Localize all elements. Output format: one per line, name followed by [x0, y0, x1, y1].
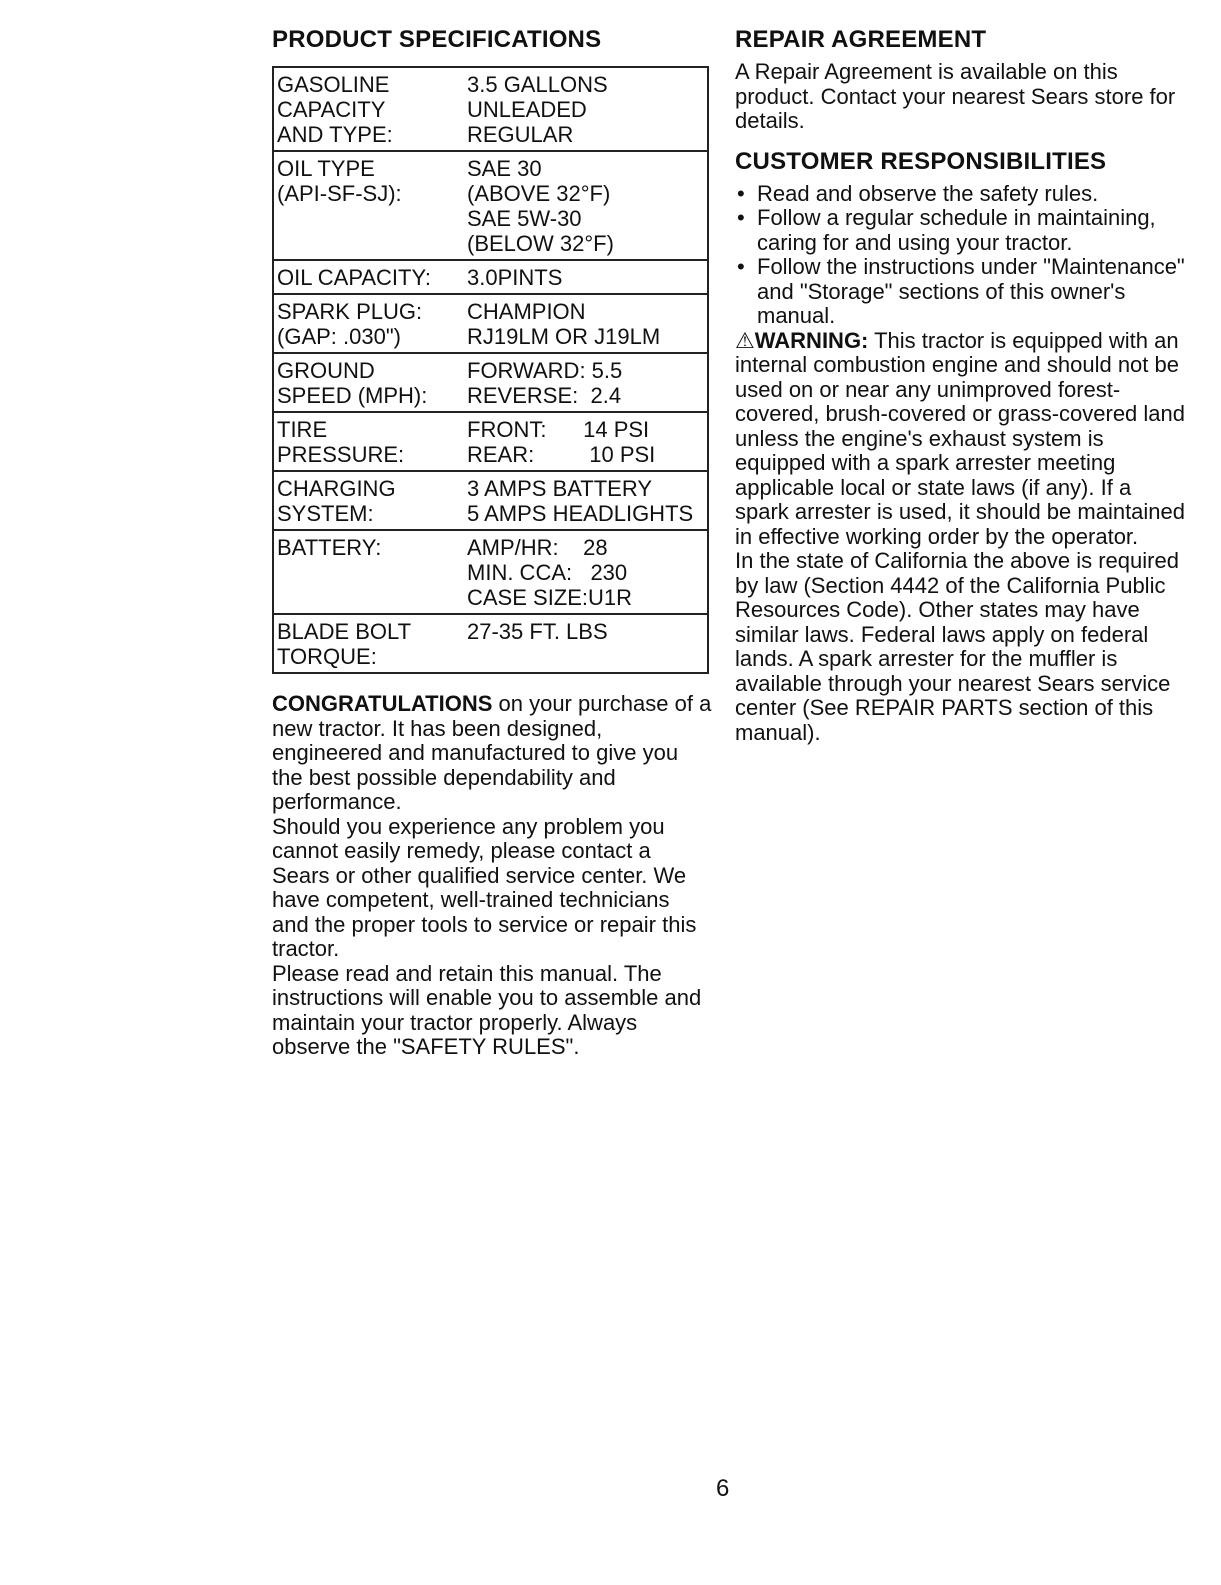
warning-lead: WARNING:	[754, 327, 869, 353]
spec-label: BATTERY:	[273, 530, 464, 614]
spec-label: GASOLINE CAPACITY AND TYPE:	[273, 67, 464, 151]
customer-responsibilities-title: CUSTOMER RESPONSIBILITIES	[735, 147, 1107, 175]
congrats-paragraph-2: Should you experience any problem you cannot easily remedy, please contact a Sears or other qualified service center. We have competent, well-trained technicians and the proper tools to service or repair this tractor.	[272, 813, 697, 961]
spec-value: 3.0PINTS	[464, 260, 708, 294]
congratulations-section	[272, 692, 712, 1060]
spec-row	[273, 412, 708, 471]
congrats-text-1: on your purchase of a new tractor. It has been designed, engineered and manufactured to give you the best possible dependability and performance.	[272, 691, 712, 814]
warning-triangle-icon: ⚠	[735, 327, 755, 353]
bullet-icon: •	[737, 180, 745, 206]
spec-value: 27-35 FT. LBS	[464, 614, 708, 673]
page-number: 6	[716, 1475, 730, 1502]
warning-section	[735, 329, 1185, 746]
spec-label: OIL TYPE (API-SF-SJ):	[273, 151, 464, 260]
spec-value: CHAMPION RJ19LM OR J19LM	[464, 294, 708, 353]
list-item-text: Follow a regular schedule in maintaining, caring for and using your tractor.	[757, 205, 1156, 255]
spec-value: 3.5 GALLONS UNLEADED REGULAR	[464, 67, 708, 151]
bullet-icon: •	[737, 254, 745, 279]
spec-value: 3 AMPS BATTERY 5 AMPS HEADLIGHTS	[464, 471, 708, 530]
list-item	[735, 255, 1185, 329]
congrats-lead: CONGRATULATIONS	[272, 691, 493, 716]
right-column	[735, 26, 1185, 745]
spec-label: CHARGING SYSTEM:	[273, 471, 464, 530]
spec-value: SAE 30 (ABOVE 32°F) SAE 5W-30 (BELOW 32°F)	[464, 151, 708, 260]
spec-row	[273, 353, 708, 412]
specs-table	[272, 66, 709, 674]
specs-title: PRODUCT SPECIFICATIONS	[272, 26, 602, 53]
spec-row	[273, 530, 708, 614]
responsibilities-list	[735, 182, 1185, 329]
spec-row	[273, 151, 708, 260]
bullet-icon: •	[737, 205, 745, 230]
list-item	[735, 182, 1185, 207]
repair-agreement-title: REPAIR AGREEMENT	[735, 26, 987, 53]
specs-table-body	[273, 67, 708, 673]
list-item-text: Follow the instructions under "Maintenance" and "Storage" sections of this owner's manual.	[757, 254, 1185, 328]
spec-row	[273, 260, 708, 294]
congrats-paragraph-3: Please read and retain this manual. The instructions will enable you to assemble and maintain your tractor properly. Always observe the "SAFETY RULES".	[272, 960, 702, 1059]
warning-paragraph-2: In the state of California the above is required by law (Section 4442 of the California Public Resources Code). Other states may have similar laws. Federal laws apply on federal lands. A spark arrester for the muffler is available through your nearest Sears service center (See REPAIR PARTS section of this manual).	[735, 548, 1179, 745]
spec-value: FORWARD: 5.5 REVERSE: 2.4	[464, 353, 708, 412]
spec-value: AMP/HR: 28 MIN. CCA: 230 CASE SIZE:U1R	[464, 530, 708, 614]
list-item	[735, 206, 1185, 255]
spec-label: GROUND SPEED (MPH):	[273, 353, 464, 412]
spec-row	[273, 614, 708, 673]
spec-value: FRONT: 14 PSI REAR: 10 PSI	[464, 412, 708, 471]
spec-row	[273, 294, 708, 353]
spec-row	[273, 471, 708, 530]
warning-paragraph-1	[735, 329, 1185, 550]
spec-row	[273, 67, 708, 151]
spec-label: OIL CAPACITY:	[273, 260, 464, 294]
warning-text-1: This tractor is equipped with an internal combustion engine and should not be used on or near any unimproved forest-covered, brush-covered or grass-covered land unless the engine's exhaust system is equipped with a spark arrester meeting applicable local or state laws (if any). If a spark arrester is used, it should be maintained in effective working order by the operator.	[735, 327, 1186, 549]
spec-label: SPARK PLUG: (GAP: .030")	[273, 294, 464, 353]
list-item-text: Read and observe the safety rules.	[757, 180, 1099, 206]
left-column	[272, 26, 712, 1060]
repair-agreement-text: A Repair Agreement is available on this product. Contact your nearest Sears store for details.	[735, 59, 1176, 133]
spec-label: BLADE BOLT TORQUE:	[273, 614, 464, 673]
congrats-paragraph-1	[272, 692, 712, 815]
spec-label: TIRE PRESSURE:	[273, 412, 464, 471]
